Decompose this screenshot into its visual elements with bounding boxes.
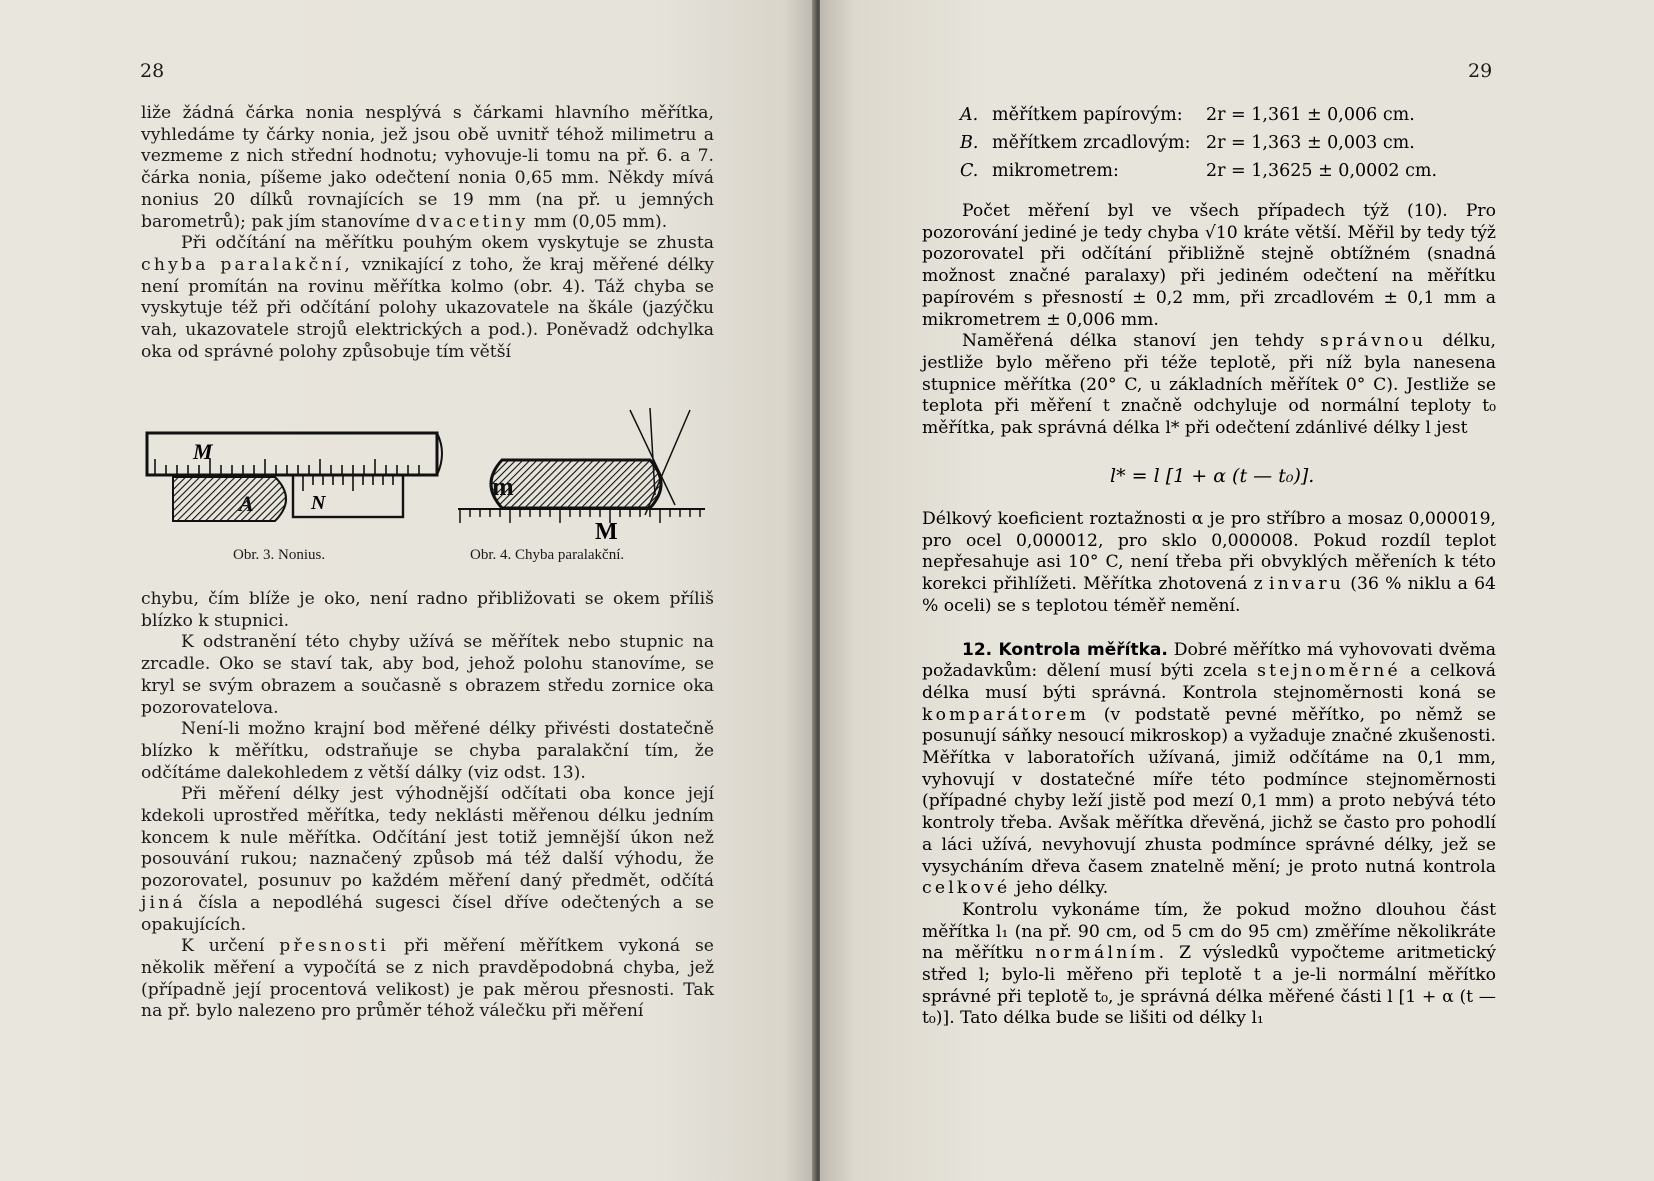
fig4-label-scale: M — [595, 519, 618, 540]
right-text-bottom — [922, 509, 1496, 1030]
paragraph: Při měření délky jest výhodnější odčítati oba konce její kdekoli uprostřed měřítka, tedy neklásti měřenou délku jedním koncem k nule měřítka. Odčítání jest totiž jemnější úkon než posouvání rukou; naznačený způsob má též další výhodu, že pozorovatel, posunuv po každém měření daný předmět, odčítá jiná čísla a nepodléhá sugesci čísel dříve odečtených a se opakujících. — [141, 784, 714, 935]
paragraph: chybu, čím blíže je oko, není radno přibližovati se okem příliš blízko k stupnici. — [141, 589, 714, 631]
paragraph: K odstranění této chyby užívá se měřítek nebo stupnic na zrcadle. Oko se staví tak, aby bod, jehož polohu stanovíme, se kryl se svým obrazem a současně s obrazem středu zornice oka pozorovatelova. — [141, 632, 714, 718]
fig3-label-object: A — [239, 491, 254, 516]
page-number-left: 28 — [140, 60, 165, 82]
left-page — [0, 0, 818, 1181]
formula-correct-length: l* = l [1 + α (t — t₀)]. — [1110, 465, 1315, 487]
paragraph: Počet měření byl ve všech případech týž (10). Pro pozorování jediné je tedy chyba √10 kráte větší. Měřil by tedy týž pozorovatel při odčítání přibližně stejně obtížném (snadná možnost značné paralaxy) při jediném odečtení na měřítku papírovém s přesností ± 0,2 mm, při zrcadlovém ± 0,1 mm a mikrometrem ± 0,006 mm. — [922, 201, 1496, 330]
left-text-bottom — [141, 589, 714, 1023]
figure3-caption: Obr. 3. Nonius. — [233, 547, 326, 563]
page-number-right: 29 — [1468, 60, 1493, 82]
fig4-label-object: m — [492, 472, 514, 501]
paragraph: liže žádná čárka nonia nesplývá s čárkami hlavního měřítka, vyhledáme ty čárky nonia, jež jsou obě uvnitř téhož milimetru a vezmeme z nich střední hodnotu; vyhovuje-li tomu na př. 6. a 7. čárka nonia, píšeme jako odečtení nonia 0,65 mm. Někdy mívá nonius 20 dílků rovnajících se 19 mm (na př. u jemných barometrů); pak jím stanovíme dvacetiny mm (0,05 mm). — [141, 103, 714, 232]
paragraph: Naměřená délka stanoví jen tehdy správnou délku, jestliže bylo měřeno při téže teplotě, při níž byla nanesena stupnice měřítka (20° C, u základních měřítek 0° C). Jestliže se teplota při měření t značně odchyluje od normální teploty t₀ měřítka, pak správná délka l* při odečtení zdánlivé délky l jest — [922, 331, 1496, 439]
section-heading: 12. Kontrola měřítka. — [962, 639, 1168, 660]
paragraph: K určení přesnosti při měření měřítkem vykoná se několik měření a vypočítá se z nich pravděpodobná chyba, jež (případně její procentová velikost) je pak měrou přesnosti. Tak na př. bylo nalezeno pro průměr téhož válečku při měření — [141, 936, 714, 1022]
paragraph: Není-li možno krajní bod měřené délky přivésti dostatečně blízko k měřítku, odstraňuje se chyba paralakční tím, že odčítáme dalekohledem z větší dálky (viz odst. 13). — [141, 719, 714, 783]
figure4-caption: Obr. 4. Chyba paralakční. — [470, 547, 625, 563]
paragraph: Při odčítání na měřítku pouhým okem vyskytuje se zhusta chyba paralakční, vznikající z toho, že kraj měřené délky není promítán na rovinu měřítka kolmo (obr. 4). Táž chyba se vyskytuje též při odčítání polohy ukazovatele na škále (jazýčku vah, ukazovatele strojů elektrických a pod.). Poněvadž odchylka oka od správné polohy způsobuje tím větší — [141, 233, 714, 362]
book-spread: 28 liže žádná čárka nonia nesplývá s čárkami hlavního měřítka, vyhledáme ty čárky nonia, jež jsou obě uvnitř téhož milimetru a vezmeme z nich střední hodnotu; vyhovuje-li tomu na př. 6. a 7. čárka nonia, píšeme jako odečtení nonia 0,65 mm. Někdy mívá nonius 20 dílků rovnajících se 19 mm (na př. u jemných barometrů); pak jím stanovíme dvacetiny mm (0,05 mm). Při odčítání na měřítku pouhým okem vyskytuje se zhusta chyba paralakční, vznikající z toho, že kraj měřené délky není promítán na rovinu měřítka kolmo (obr. 4). Táž chyba se vyskytuje též při odčítání polohy ukazovatele na škále (jazýčku vah, ukazovatele strojů elektrických a pod.). Poněvadž odchylka oka od správné polohy způsobuje tím větší M N A m M Obr. 3. Nonius. Obr. 4. Chyba paralakční. chybu, čím blíže je oko, není radno přibližovati se okem příliš blízko k stupnici. K odstranění této chyby užívá se měřítek nebo stupnic na zrcadle. Oko se staví tak, aby bod, jehož polohu stanovíme, se kryl se svým obrazem a současně s obrazem středu zornice oka pozorovatelova. Není-li možno krajní bod měřené délky přivésti dostatečně blízko k měřítku, odstraňuje se chyba paralakční tím, že odčítáme dalekohledem z větší dálky (viz odst. 13). Při měření délky jest výhodnější odčítati oba konce její kdekoli uprostřed měřítka, tedy neklásti měřenou délku jedním koncem k nule měřítka. Odčítání jest totiž jemnější úkon než posouvání rukou; naznačený způsob má též další výhodu, že pozorovatel, posunuv po každém měření daný předmět, odčítá jiná čísla a nepodléhá sugesci čísel dříve odečtených a se opakujících. K určení přesnosti při měření měřítkem vykoná se několik měření a vypočítá se z nich pravděpodobná chyba, jež (případně její procentová velikost) je pak měrou přesnosti. Tak na př. bylo nalezeno pro průměr téhož válečku při měření 29 A. měřítkem papírovým: 2r = 1,361 ± 0,006 cm. B. měřítkem zrcadlovým: 2r = 1,363 ± 0,003 cm. C. mikrometrem: 2r = 1,3625 ± 0,0002 cm. Počet měření byl ve všech případech týž (10). Pro pozorování jediné je tedy chyba √10 kráte větší. Měřil by tedy týž pozorovatel při odčítání přibližně stejně obtížném (snadná možnost značné paralaxy) při jediném odečtení na měřítku papírovém s přesností ± 0,2 mm, při zrcadlovém ± 0,1 mm a mikrometrem ± 0,006 mm. Naměřená délka stanoví jen tehdy správnou délku, jestliže bylo měřeno při téže teplotě, při níž byla nanesena stupnice měřítka (20° C, u základních měřítek 0° C). Jestliže se teplota při měření t značně odchyluje od normální teploty t₀ měřítka, pak správná délka l* při odečtení zdánlivé délky l jest l* = l [1 + α (t — t₀)]. Délkový koeficient roztažnosti α je pro stříbro a mosaz 0,000019, pro ocel 0,000012, pro sklo 0,000008. Pokud rozdíl teplot nepřesahuje asi 10° C, není třeba při obvyklých měřeních k této korekci přihlížeti. Měřítka zhotovená z invaru (36 % niklu a 64 % oceli) se s teplotou téměř nemění. 12. Kontrola měřítka. Dobré měřítko má vyhovovati dvěma požadavkům: dělení musí býti zcela stejnoměrné a celková délka musí býti správná. Kontrola stejnoměrnosti koná se komparátorem (v podstatě pevné měřítko, po němž se posunují sáňky nesoucí mikroskop) a vyžaduje značné zkušenosti. Měřítka v laboratořích užívaná, jimiž odčítáme na 0,1 mm, vyhovují v dostatečné míře této podmínce stejnoměrnosti (případné chyby leží jistě pod mezí 0,1 mm) a proto nebývá této kontroly třeba. Avšak měřítka dřevěná, jichž se často pro pohodlí a láci užívá, nevyhovují zhusta podmínce správné délky, jež se vysycháním dřeva časem znatelně mění; je proto nutná kontrola celkové jeho délky. Kontrolu vykonáme tím, že pokud možno dlouhou část měřítka l₁ (na př. 90 cm, od 5 cm do 95 cm) změříme několikráte na měřítku normálním. Z výsledků vypočteme aritmetický střed l; bylo-li měřeno při teplotě t a je-li normální měřítko správné při teplotě t₀, je správná délka měřené části l [1 + α (t — t₀)]. Tato délka bude se lišiti od délky l₁ — [0, 0, 1654, 1181]
fig3-label-vernier: N — [311, 492, 326, 514]
right-text-top — [922, 201, 1496, 440]
fig3-label-scale: M — [193, 439, 213, 464]
figure-parallax — [450, 405, 710, 540]
figure-nonius — [145, 425, 455, 535]
left-text-top — [141, 103, 714, 363]
paragraph: Kontrolu vykonáme tím, že pokud možno dlouhou část měřítka l₁ (na př. 90 cm, od 5 cm do 95 cm) změříme několikráte na měřítku normálním. Z výsledků vypočteme aritmetický střed l; bylo-li měřeno při teplotě t a je-li normální měřítko správné při teplotě t₀, je správná délka měřené části l [1 + α (t — t₀)]. Tato délka bude se lišiti od délky l₁ — [922, 899, 1496, 1029]
paragraph: 12. Kontrola měřítka. Dobré měřítko má vyhovovati dvěma požadavkům: dělení musí býti zcela stejnoměrné a celková délka musí býti správná. Kontrola stejnoměrnosti koná se komparátorem (v podstatě pevné měřítko, po němž se posunují sáňky nesoucí mikroskop) a vyžaduje značné zkušenosti. Měřítka v laboratořích užívaná, jimiž odčítáme na 0,1 mm, vyhovují v dostatečné míře této podmínce stejnoměrnosti (případné chyby leží jistě pod mezí 0,1 mm) a proto nebývá této kontroly třeba. Avšak měřítka dřevěná, jichž se často pro pohodlí a láci užívá, nevyhovují zhusta podmínce správné délky, jež se vysycháním dřeva časem znatelně mění; je proto nutná kontrola celkové jeho délky. — [922, 639, 1497, 899]
paragraph: Délkový koeficient roztažnosti α je pro stříbro a mosaz 0,000019, pro ocel 0,000012, pro sklo 0,000008. Pokud rozdíl teplot nepřesahuje asi 10° C, není třeba při obvyklých měřeních k této korekci přihlížeti. Měřítka zhotovená z invaru (36 % niklu a 64 % oceli) se s teplotou téměř nemění. — [922, 509, 1496, 616]
